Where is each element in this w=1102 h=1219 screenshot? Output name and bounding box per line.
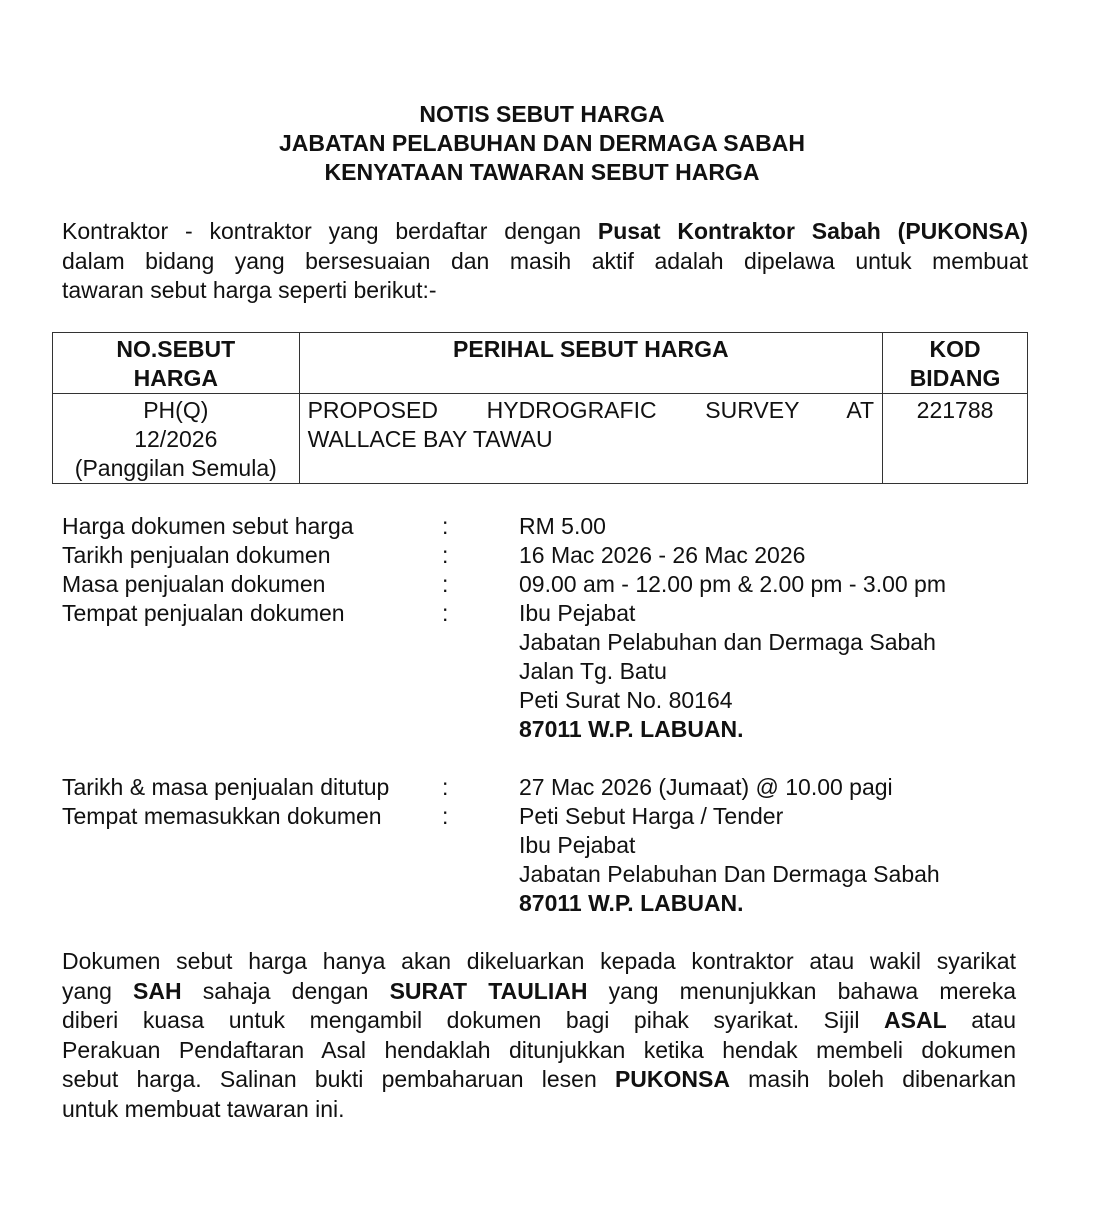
cell-kod-bidang: 221788: [883, 394, 1028, 484]
address-line: Jalan Tg. Batu: [519, 658, 667, 684]
pukonsa-name: Pusat Kontraktor Sabah (PUKONSA): [597, 218, 1028, 244]
header-perihal: PERIHAL SEBUT HARGA: [299, 333, 883, 394]
detail-row-tarikh: Tarikh penjualan dokumen : 16 Mac 2026 - 26 Mac 2026: [62, 542, 806, 568]
closing-line-4: Perakuan Pendaftaran Asal hendaklah ditunjukkan ketika hendak membeli dokumen: [62, 1036, 1016, 1063]
notice-title: NOTIS SEBUT HARGA: [419, 101, 665, 127]
statement-title: KENYATAAN TAWARAN SEBUT HARGA: [324, 159, 760, 185]
department-title: JABATAN PELABUHAN DAN DERMAGA SABAH: [278, 130, 805, 156]
quotation-table: [52, 332, 1028, 484]
closing-line-2: yang SAH sahaja dengan SURAT TAULIAH yang menunjukkan bahawa mereka: [62, 977, 1017, 1004]
notice-header: [0, 100, 1084, 187]
intro-line-2: dalam bidang yang bersesuaian dan masih aktif adalah dipelawa untuk membuat: [62, 247, 1028, 274]
closing-line-3: diberi kuasa untuk mengambil dokumen bagi pihak syarikat. Sijil ASAL atau: [62, 1007, 1016, 1033]
detail-row-tempat-masuk: Tempat memasukkan dokumen : Peti Sebut Harga / Tender: [62, 803, 784, 829]
address-line: Jabatan Pelabuhan Dan Dermaga Sabah: [519, 861, 940, 887]
cell-no-sebut-harga: PH(Q) 12/2026 (Panggilan Semula): [53, 394, 300, 484]
intro-paragraph: [62, 217, 1028, 306]
closing-paragraph: [62, 947, 1016, 1124]
address-line: Ibu Pejabat: [519, 832, 636, 858]
closing-line-5: sebut harga. Salinan bukti pembaharuan lesen PUKONSA masih boleh dibenarkan: [62, 1066, 1016, 1092]
intro-line-1: Kontraktor - kontraktor yang berdaftar dengan Pusat Kontraktor Sabah (PUKONSA): [62, 218, 1028, 244]
closing-line-1: Dokumen sebut harga hanya akan dikeluarkan kepada kontraktor atau wakil syarikat: [62, 948, 1016, 974]
detail-row-harga: Harga dokumen sebut harga : RM 5.00: [62, 513, 606, 539]
detail-row-masa: Masa penjualan dokumen : 09.00 am - 12.00 pm & 2.00 pm - 3.00 pm: [62, 571, 947, 597]
address-line: Jabatan Pelabuhan dan Dermaga Sabah: [519, 629, 936, 655]
detail-row-tempat: Tempat penjualan dokumen : Ibu Pejabat: [62, 600, 636, 626]
table-row: [53, 394, 1028, 484]
closing-line-6: untuk membuat tawaran ini.: [62, 1095, 345, 1122]
header-kod-bidang: KOD BIDANG: [883, 333, 1028, 394]
intro-line-3: tawaran sebut harga seperti berikut:-: [62, 277, 437, 303]
detail-row-ditutup: Tarikh & masa penjualan ditutup : 27 Mac 2026 (Jumaat) @ 10.00 pagi: [62, 774, 893, 800]
sale-details: [62, 512, 1062, 744]
cell-perihal: PROPOSED HYDROGRAFIC SURVEY AT WALLACE BAY TAWAU: [299, 394, 883, 484]
address-postcode: 87011 W.P. LABUAN.: [519, 716, 744, 742]
header-no-sebut-harga: NO.SEBUT HARGA: [53, 333, 300, 394]
address-postcode: 87011 W.P. LABUAN.: [519, 890, 744, 916]
table-header-row: [53, 333, 1028, 394]
submission-details: [62, 773, 1062, 918]
address-line: Peti Surat No. 80164: [519, 687, 733, 713]
